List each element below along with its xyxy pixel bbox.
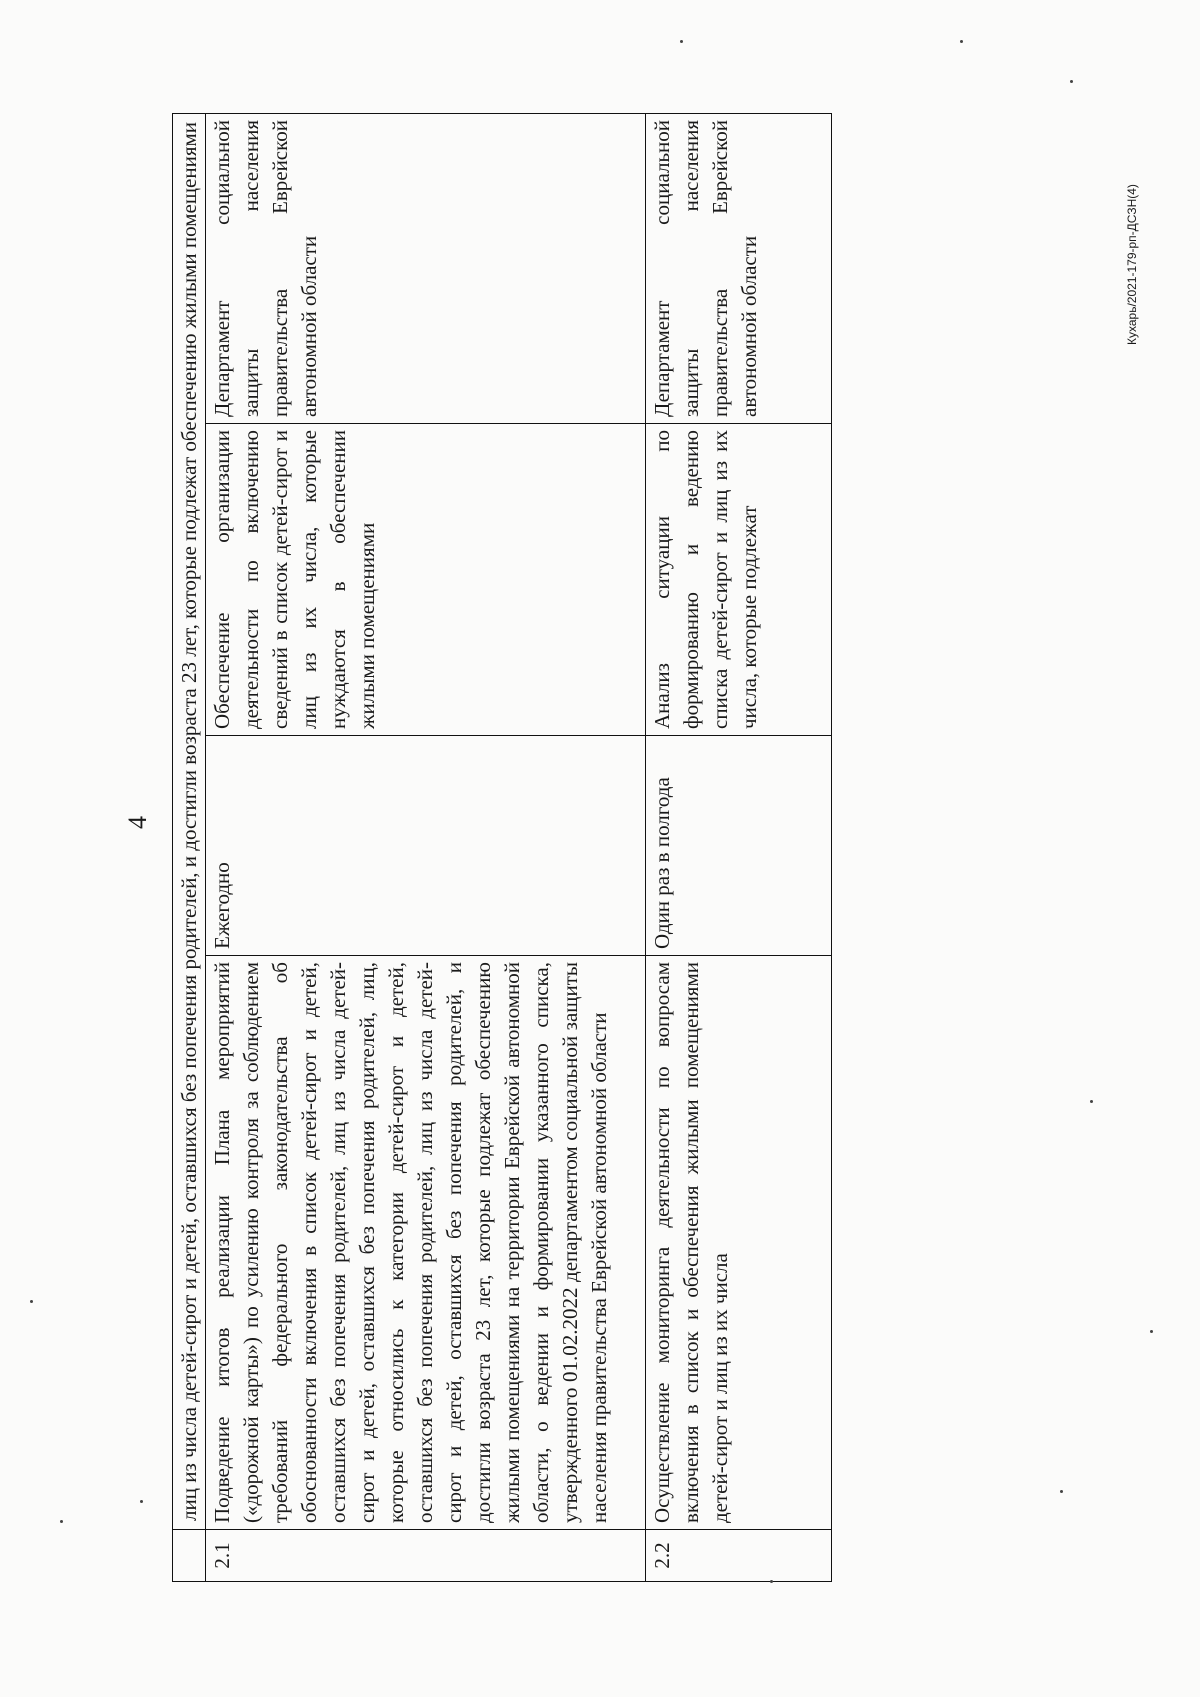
scan-speck bbox=[140, 1500, 143, 1503]
row-number: 2.2 bbox=[646, 1530, 832, 1582]
event-cell: Осуществление мониторинга деятельности по вопросам включения в список и обеспечения жилыми помещениями детей-сирот и лиц из их числа bbox=[646, 956, 832, 1530]
table-row bbox=[206, 113, 646, 1581]
result-cell: Обеспечение организации деятельности по включению сведений в список детей-сирот и лиц из их числа, которые нуждаются в обеспечении жилыми помещениями bbox=[206, 424, 646, 736]
responsible-cell: Департамент социальной защиты населения правительства Еврейской автономной области bbox=[646, 113, 832, 423]
result-cell: Анализ ситуации по формированию и ведению списка детей-сирот и лиц из их числа, которые подлежат bbox=[646, 424, 832, 736]
scan-speck bbox=[770, 1580, 773, 1583]
scan-speck bbox=[1060, 1490, 1063, 1493]
event-cell: Подведение итогов реализации Плана мероприятий («дорожной карты») по усилению контроля за соблюдением требований федерального законодательства об обоснованности включения в список детей-сирот и детей, оставшихся без попечения родителей, лиц из числа детей-сирот и детей, оставшихся без попечения родителей, лиц, которые относились к категории детей-сирот и детей, оставшихся без попечения родителей, лиц из числа детей-сирот и детей, оставшихся без попечения родителей, и достигли возраста 23 лет, которые подлежат обеспечению жилыми помещениями на территории Еврейской автономной области, о ведении и формировании указанного списка, утвержденного 01.02.2022 департаментом социальной защиты населения правительства Еврейской автономной области bbox=[206, 956, 646, 1530]
scan-speck bbox=[60, 1520, 63, 1523]
scan-speck bbox=[1070, 80, 1073, 83]
scan-speck bbox=[1090, 1100, 1093, 1103]
scan-speck bbox=[1150, 1330, 1153, 1333]
term-cell: Один раз в полгода bbox=[646, 736, 832, 956]
row-number: 2.1 bbox=[206, 1530, 646, 1582]
rotated-table-wrapper bbox=[172, 114, 1036, 1582]
scan-speck bbox=[30, 1300, 33, 1303]
section-title-row bbox=[173, 113, 206, 1581]
footer-document-code: Кухарь/2021-179-рп-ДСЗН(4) bbox=[1125, 184, 1139, 345]
scan-speck bbox=[960, 40, 963, 43]
page-number: 4 bbox=[123, 816, 152, 829]
table-row bbox=[646, 113, 832, 1581]
responsible-cell: Департамент социальной защиты населения правительства Еврейской автономной области bbox=[206, 113, 646, 423]
scan-speck bbox=[680, 40, 683, 43]
term-cell: Ежегодно bbox=[206, 736, 646, 956]
plan-table bbox=[172, 113, 832, 1582]
section-title: лиц из числа детей-сирот и детей, оставшихся без попечения родителей, и достигли возраста 23 лет, которые подлежат обеспечению жилыми помещениями bbox=[173, 113, 206, 1529]
